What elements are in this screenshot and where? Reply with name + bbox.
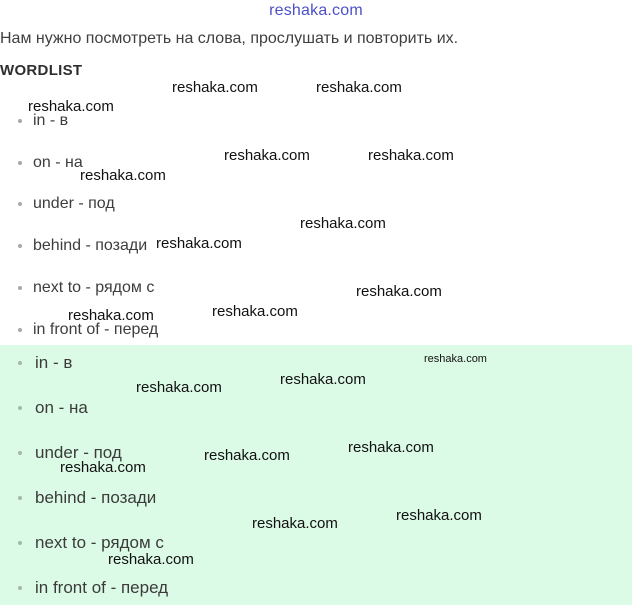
watermark: reshaka.com [300,215,386,232]
watermark: reshaka.com [60,459,146,476]
watermark: reshaka.com [356,283,442,300]
watermark: reshaka.com [156,235,242,252]
list-item [0,565,168,610]
watermark: reshaka.com [204,447,290,464]
site-watermark: reshaka.com [269,2,363,19]
list-item [0,184,158,226]
watermark: reshaka.com [348,439,434,456]
list-item [0,225,158,267]
watermark: reshaka.com [280,371,366,388]
watermark: reshaka.com [316,79,402,96]
word-text: under - под [35,442,122,462]
watermark: reshaka.com [80,167,166,184]
watermark: reshaka.com [28,98,114,115]
watermark: reshaka.com [212,303,298,320]
word-text: behind - позади [33,237,148,255]
watermark: reshaka.com [172,79,258,96]
watermark: reshaka.com [108,551,194,568]
watermark: reshaka.com [424,353,487,365]
word-text: on - на [33,153,83,171]
watermark: reshaka.com [252,515,338,532]
watermark: reshaka.com [224,147,310,164]
word-text: next to - рядом с [35,532,164,552]
list-item [0,475,168,520]
list-item [0,267,158,309]
watermark: reshaka.com [68,307,154,324]
watermark: reshaka.com [396,507,482,524]
intro-text: Нам нужно посмотреть на слова, прослушать и повторить их. [0,30,459,47]
wordlist-heading: WORDLIST [0,62,83,79]
word-text: in - в [33,111,69,129]
watermark: reshaka.com [136,379,222,396]
word-text: in - в [35,352,73,372]
word-text: under - под [33,195,115,213]
word-text: behind - позади [35,487,157,507]
watermark: reshaka.com [368,147,454,164]
word-text: next to - рядом с [33,279,155,297]
word-text: in front of - перед [35,577,169,597]
word-text: on - на [35,397,88,417]
word-text: in front of - перед [33,320,159,338]
